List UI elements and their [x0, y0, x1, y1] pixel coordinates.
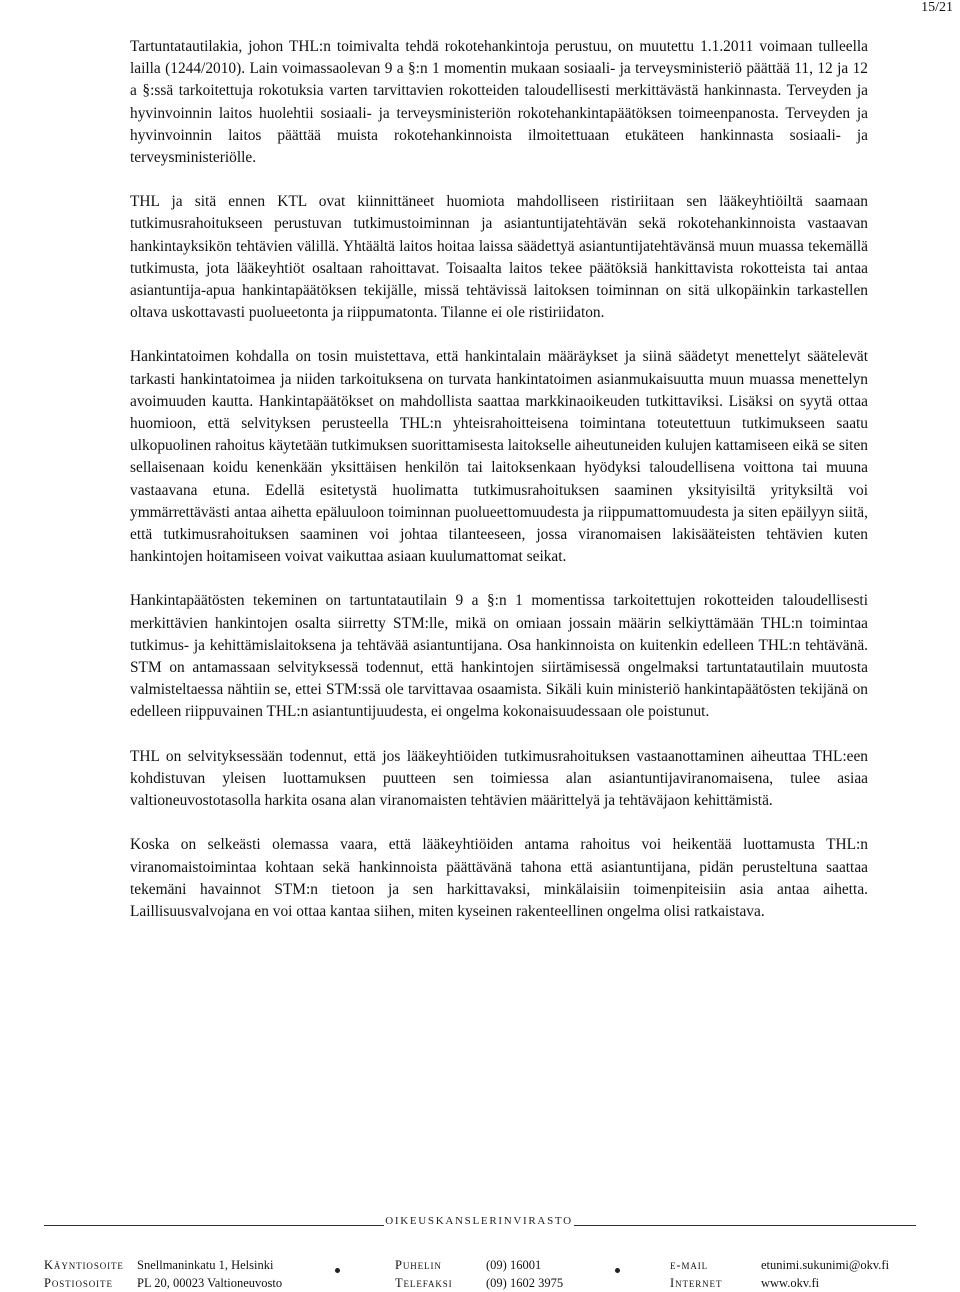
paragraph: Hankintapäätösten tekeminen on tartuntatautilain 9 a §:n 1 momentissa tarkoitettujen rokotteiden taloudellisesti merkittävien hankintojen osalta siirretty STM:lle, mikä on omiaan jossain määrin selkiyttämään THL:n toimintaa tutkimus- ja kehittämislaitoksena ja tehtävää asiantuntijana. Osa hankinnoista on kuitenkin edelleen THL:n tehtävänä. STM on antamassaan selvityksessä todennut, että hankintojen siirtämisessä ongelmaksi tartuntatautilain muutosta valmisteltaessa nähtiin se, ettei STM:ssä ole tarvittavaa osaamista. Sikäli kuin ministeriö hankintapäätösten tekijänä on edelleen riippuvainen THL:n asiantuntijuudesta, ei ongelma kokonaisuudessaan ole poistunut.	[130, 592, 868, 721]
email-label: e-mail	[670, 1258, 709, 1272]
paragraph: THL ja sitä ennen KTL ovat kiinnittäneet huomiota mahdolliseen ristiriitaan sen lääkeyhtiöiltä saamaan tutkimusrahoitukseen perustuvan tutkimustoiminnan ja asiantuntijatehtävän sekä rokotehankinnoista vastaavan hankintayksikön tehtävien välillä. Yhtäältä laitos hoitaa laissa säädettyä asiantuntijatehtävänsä muun muassa tekemällä tutkimusta, jota lääkeyhtiöt osaltaan rahoittavat. Toisaalta laitos tekee päätöksiä hankittavista rokotteista tai antaa asiantuntija-apua hankintapäätöksen tekijälle, missä tehtävissä laitoksen toiminnan on sitä ulkopäinkin tarkastellen oltava uskottavasti puolueetonta ja riippumatonta. Tilanne ei ole ristiriidaton.	[130, 193, 868, 322]
internet-label: Internet	[670, 1276, 723, 1290]
footer-phone-labels	[395, 1256, 453, 1292]
footer-divider-left	[44, 1225, 384, 1226]
postal-address-label: Postiosoite	[44, 1276, 113, 1290]
visiting-address: Snellmaninkatu 1, Helsinki	[137, 1258, 274, 1272]
footer-address-values	[137, 1256, 282, 1292]
footer-separator-dot	[335, 1268, 340, 1273]
footer-phone-values	[486, 1256, 563, 1292]
fax-label: Telefaksi	[395, 1276, 453, 1290]
footer-address-labels	[44, 1256, 124, 1292]
footer-organization: OIKEUSKANSLERINVIRASTO	[385, 1215, 573, 1227]
paragraph: Tartuntatautilakia, johon THL:n toimivalta tehdä rokotehankintoja perustuu, on muutettu 1.1.2011 voimaan tulleella lailla (1244/2010). Lain voimassaolevan 9 a §:n 1 momentin mukaan sosiaali- ja terveysministeriö päättää 11, 12 ja 12 a §:ssä tarkoitettuja rokotuksia varten tarvittavien rokotteiden taloudellisesti merkittävästä hankinnasta. Terveyden ja hyvinvoinnin laitos huolehtii sosiaali- ja terveysministeriön rokotehankintapäätöksen toimeenpanosta. Terveyden ja hyvinvoinnin laitos päättää muista rokotehankinnoista ilmoitettuaan etukäteen hankinnasta sosiaali- ja terveysministeriölle.	[130, 38, 868, 167]
footer-web-values	[761, 1256, 889, 1292]
document-body	[130, 36, 868, 945]
page-number: 15/21	[921, 0, 953, 15]
phone-label: Puhelin	[395, 1258, 442, 1272]
paragraph: Koska on selkeästi olemassa vaara, että lääkeyhtiöiden antama rahoitus voi heikentää luottamusta THL:n viranomaistoimintaa kohtaan sekä hankinnoista päättävänä tahona että asiantuntijana, pidän perusteltuna saattaa tekemäni havainnot STM:n tietoon ja sen harkittavaksi, minkälaisiin toimenpiteisiin asia antaa aihetta. Laillisuusvalvojana en voi ottaa kantaa siihen, miten kyseinen rakenteellinen ongelma olisi ratkaistava.	[130, 836, 868, 920]
email-address: etunimi.sukunimi@okv.fi	[761, 1258, 890, 1272]
phone-number: (09) 16001	[486, 1258, 542, 1272]
footer-separator-dot	[615, 1268, 620, 1273]
paragraph: Hankintatoimen kohdalla on tosin muistettava, että hankintalain määräykset ja siinä säädetyt menettelyt säätelevät tarkasti hankintatoimea ja niiden tarkoituksena on turvata hankintatoimen asianmukaisuutta muun muassa menettelyn avoimuuden kautta. Hankintapäätökset on mahdollista saattaa markkinaoikeuden tutkittaviksi. Lisäksi on syytä ottaa huomioon, että selvityksen perusteella THL:n yhteisrahoitteisena toimintana toteutettuun tutkimukseen saatu ulkopuolinen rahoitus käytetään tutkimuksen suorittamisesta laitokselle aiheutuneiden kulujen kattamiseen eikä se siten sellaisenaan koidu kenenkään yksittäisen henkilön tai laitoksenkaan hyödyksi taloudellisena voittona tai muuna vastaavana etuna. Edellä esitetystä huolimatta tutkimusrahoituksen saaminen yksityisiltä yrityksiltä voi ymmärrettävästi antaa aihetta epäluuloon toiminnan puolueettomuudesta ja riippumattomuudesta ja siten epäilyyn siitä, että tutkimusrahoituksen saaminen voi johtaa tilanteeseen, jossa viranomaisen lakisääteisten tehtävien kuten hankintojen hoitamiseen voivat vaikuttaa asiaan kuulumattomat seikat.	[130, 348, 868, 566]
visiting-address-label: Käyntiosoite	[44, 1258, 124, 1272]
paragraph: THL on selvityksessään todennut, että jos lääkeyhtiöiden tutkimusrahoituksen vastaanottaminen aiheuttaa THL:een kohdistuvan yleisen luottamuksen puutteen sen toimiessa alan asiantuntijaviranomaisena, tulee asiaa valtioneuvostotasolla harkita osana alan viranomaisten tehtävien määrittelyä ja tehtäväjaon kehittämistä.	[130, 747, 868, 810]
footer-web-labels	[670, 1256, 722, 1292]
website-url: www.okv.fi	[761, 1276, 820, 1290]
footer-divider-right	[574, 1225, 916, 1226]
postal-address: PL 20, 00023 Valtioneuvosto	[137, 1276, 283, 1290]
fax-number: (09) 1602 3975	[486, 1276, 564, 1290]
